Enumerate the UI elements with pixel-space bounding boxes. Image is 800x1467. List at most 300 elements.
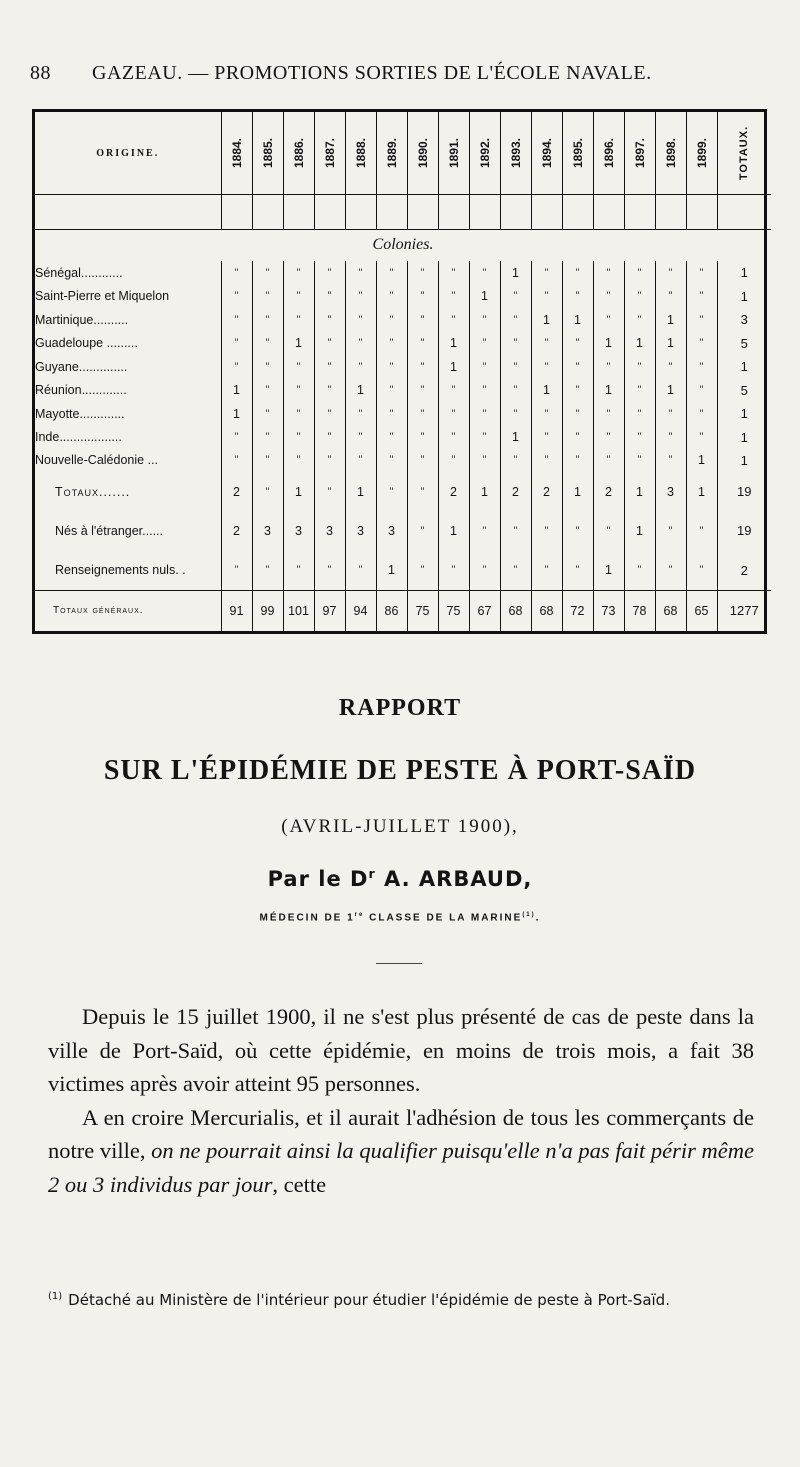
table-cell: 1 — [469, 284, 500, 307]
table-cell: " — [686, 355, 717, 378]
table-cell: " — [624, 378, 655, 401]
separator-rule — [376, 963, 422, 964]
table-cell: " — [500, 402, 531, 425]
table-cell: " — [531, 511, 562, 550]
table-cell: " — [469, 511, 500, 550]
spacer-cell — [283, 195, 314, 230]
row-total: 19 — [717, 511, 771, 550]
table-cell: " — [252, 425, 283, 448]
footnote-text: Détaché au Ministère de l'intérieur pour étudier l'épidémie de peste à Port-Saïd. — [68, 1291, 670, 1309]
table-cell: " — [407, 261, 438, 284]
year-header — [221, 112, 252, 195]
year-header-label: 1897. — [632, 137, 647, 169]
table-cell: " — [283, 308, 314, 331]
row-total: 3 — [717, 308, 771, 331]
table-cell: 1 — [438, 511, 469, 550]
year-header — [686, 112, 717, 195]
table-cell: " — [314, 331, 345, 354]
table-cell: " — [345, 284, 376, 307]
table-cell: " — [407, 308, 438, 331]
row-label: Nouvelle-Calédonie ... — [35, 453, 158, 468]
table-cell: 1 — [593, 331, 624, 354]
table-cell: " — [500, 331, 531, 354]
table-cell: " — [531, 402, 562, 425]
spacer-cell — [655, 195, 686, 230]
table-cell: 1 — [562, 308, 593, 331]
table-cell: 2 — [531, 472, 562, 511]
table-cell: " — [221, 261, 252, 284]
table-cell: " — [531, 355, 562, 378]
table-cell: " — [345, 550, 376, 590]
table-cell: " — [376, 308, 407, 331]
table-cell: 1 — [624, 511, 655, 550]
page-number: 88 — [30, 62, 51, 84]
table-cell: " — [283, 355, 314, 378]
year-header — [469, 112, 500, 195]
table-cell: " — [531, 550, 562, 590]
year-header — [314, 112, 345, 195]
table-cell: " — [624, 355, 655, 378]
table-cell: 72 — [562, 590, 593, 631]
table-cell: " — [469, 449, 500, 472]
table-cell: " — [624, 425, 655, 448]
table-cell: " — [252, 378, 283, 401]
spacer-cell — [438, 195, 469, 230]
table-cell: " — [345, 355, 376, 378]
row-label: Guadeloupe ......... — [35, 336, 138, 351]
table-cell: 73 — [593, 590, 624, 631]
table-cell: " — [221, 284, 252, 307]
table-row — [35, 402, 771, 425]
table-cell: " — [469, 378, 500, 401]
table-cell: " — [655, 449, 686, 472]
table-cell: 1 — [221, 378, 252, 401]
table-cell: " — [531, 284, 562, 307]
table-cell: " — [655, 402, 686, 425]
table-cell: " — [655, 284, 686, 307]
p2-end: , cette — [272, 1171, 327, 1197]
role-post: CLASSE DE LA MARINE — [364, 912, 523, 924]
table-cell: " — [283, 378, 314, 401]
spacer-cell — [314, 195, 345, 230]
table-cell: " — [407, 331, 438, 354]
table-cell: " — [655, 425, 686, 448]
author-sup: r — [368, 866, 376, 881]
table-cell: " — [593, 402, 624, 425]
spacer-cell — [500, 195, 531, 230]
table-cell: " — [469, 308, 500, 331]
table-row — [35, 378, 771, 401]
table-cell: " — [438, 449, 469, 472]
table-cell: " — [407, 284, 438, 307]
footnote — [48, 1285, 754, 1312]
table-cell: 68 — [500, 590, 531, 631]
spacer-cell — [376, 195, 407, 230]
row-total: 1 — [717, 355, 771, 378]
table-cell: 1 — [531, 378, 562, 401]
table-cell: " — [438, 284, 469, 307]
total-header-label: TOTAUX. — [738, 125, 751, 181]
table-cell: " — [438, 308, 469, 331]
table-cell: 75 — [407, 590, 438, 631]
table-row — [35, 355, 771, 378]
table-cell: " — [314, 284, 345, 307]
table-cell: " — [252, 472, 283, 511]
year-header-label: 1886. — [291, 137, 306, 169]
table-cell: " — [469, 425, 500, 448]
table-cell: 1 — [655, 331, 686, 354]
table-cell: " — [314, 378, 345, 401]
table-cell: 1 — [655, 378, 686, 401]
table-cell: 3 — [252, 511, 283, 550]
table-cell: " — [624, 308, 655, 331]
table-cell: " — [252, 550, 283, 590]
table-cell: " — [314, 449, 345, 472]
table-cell: " — [407, 378, 438, 401]
table-cell: " — [469, 402, 500, 425]
table-cell: " — [345, 261, 376, 284]
spacer-cell — [562, 195, 593, 230]
table-row — [35, 331, 771, 354]
row-total: 1277 — [717, 590, 771, 631]
table-cell: " — [314, 472, 345, 511]
year-header — [655, 112, 686, 195]
table-cell: " — [407, 511, 438, 550]
table-cell: 1 — [686, 472, 717, 511]
table-cell: " — [283, 261, 314, 284]
table-cell: 1 — [624, 472, 655, 511]
table-cell: " — [500, 550, 531, 590]
table-cell: " — [314, 402, 345, 425]
spacer-cell — [531, 195, 562, 230]
author-prefix: Par le D — [267, 867, 369, 891]
table-cell: " — [686, 308, 717, 331]
section-row — [35, 229, 771, 261]
row-label: Renseignements nuls. . — [55, 563, 186, 577]
table-cell: 67 — [469, 590, 500, 631]
report-dates: (AVRIL-JUILLET 1900), — [281, 816, 519, 837]
table-cell: " — [562, 355, 593, 378]
foreign-born-row — [35, 511, 771, 550]
row-total: 1 — [717, 425, 771, 448]
table-cell: " — [376, 331, 407, 354]
table-cell: " — [376, 355, 407, 378]
spacer-cell — [624, 195, 655, 230]
table-cell: " — [562, 511, 593, 550]
table-cell: 1 — [345, 472, 376, 511]
statistics-table — [32, 109, 767, 634]
table-cell: 97 — [314, 590, 345, 631]
table-cell: " — [562, 284, 593, 307]
table-cell: " — [438, 378, 469, 401]
table-cell: 2 — [221, 511, 252, 550]
table-cell: 1 — [624, 331, 655, 354]
table-cell: " — [500, 308, 531, 331]
table-cell: " — [562, 378, 593, 401]
table-cell: 2 — [500, 472, 531, 511]
table-cell: " — [407, 550, 438, 590]
report-author — [0, 866, 800, 891]
table-cell: 1 — [593, 550, 624, 590]
table-cell: 3 — [345, 511, 376, 550]
table-cell: " — [593, 308, 624, 331]
table-cell: " — [407, 472, 438, 511]
total-header — [717, 112, 771, 195]
grand-totals-row — [35, 590, 771, 631]
table-cell: " — [283, 402, 314, 425]
table-cell: " — [345, 425, 376, 448]
table-cell: " — [686, 425, 717, 448]
table-cell: 1 — [438, 355, 469, 378]
table-cell: 2 — [593, 472, 624, 511]
role-end: . — [535, 912, 541, 924]
table-cell: " — [438, 402, 469, 425]
table-cell: 101 — [283, 590, 314, 631]
row-label: Totaux....... — [55, 484, 131, 499]
table-cell: 1 — [221, 402, 252, 425]
table-cell: " — [407, 449, 438, 472]
section-title: Colonies. — [372, 236, 434, 254]
spacer-cell — [593, 195, 624, 230]
spacer-cell — [35, 195, 221, 230]
table-cell: " — [252, 402, 283, 425]
table-cell: " — [221, 355, 252, 378]
year-header-label: 1894. — [539, 137, 554, 169]
table-cell: " — [593, 511, 624, 550]
table-cell: " — [593, 355, 624, 378]
table-cell: 86 — [376, 590, 407, 631]
table-cell: 94 — [345, 590, 376, 631]
spacer-cell — [345, 195, 376, 230]
table-cell: " — [686, 550, 717, 590]
table-row — [35, 425, 771, 448]
table-cell: " — [314, 425, 345, 448]
spacer-cell — [717, 195, 771, 230]
table-cell: " — [407, 425, 438, 448]
table-cell: " — [221, 308, 252, 331]
table-cell: " — [500, 355, 531, 378]
year-header — [500, 112, 531, 195]
year-header — [438, 112, 469, 195]
table-cell: " — [562, 550, 593, 590]
year-header-label: 1892. — [477, 137, 492, 169]
table-cell: " — [345, 331, 376, 354]
row-total: 5 — [717, 378, 771, 401]
table-cell: 1 — [531, 308, 562, 331]
table-cell: " — [252, 261, 283, 284]
table-row — [35, 261, 771, 284]
table-cell: " — [562, 331, 593, 354]
table-cell: " — [221, 550, 252, 590]
author-name: A. ARBAUD, — [375, 867, 533, 891]
table-cell: 1 — [345, 378, 376, 401]
role-sup: re — [354, 912, 365, 918]
table-cell: " — [655, 550, 686, 590]
table-cell: 1 — [562, 472, 593, 511]
table-cell: " — [593, 449, 624, 472]
table-cell: " — [283, 550, 314, 590]
table-cell: " — [624, 402, 655, 425]
year-header-label: 1895. — [570, 137, 585, 169]
table-cell: " — [376, 449, 407, 472]
table-cell: " — [407, 402, 438, 425]
table-cell: " — [252, 449, 283, 472]
row-label: Nés à l'étranger...... — [55, 523, 163, 538]
table-cell: " — [593, 261, 624, 284]
row-total: 1 — [717, 284, 771, 307]
table-cell: 1 — [438, 331, 469, 354]
origin-header: ORIGINE. — [35, 112, 221, 195]
row-total: 19 — [717, 472, 771, 511]
table-cell: " — [283, 284, 314, 307]
running-header — [30, 62, 760, 85]
year-header — [407, 112, 438, 195]
row-label: Inde.................. — [35, 430, 122, 444]
table-cell: 1 — [655, 308, 686, 331]
role-note: (1) — [522, 912, 536, 918]
table-cell: " — [376, 425, 407, 448]
table-cell: " — [221, 425, 252, 448]
table-cell: 65 — [686, 590, 717, 631]
table-cell: " — [655, 511, 686, 550]
table-cell: 3 — [655, 472, 686, 511]
table-cell: " — [531, 449, 562, 472]
year-header-label: 1888. — [353, 137, 368, 169]
table-cell: " — [500, 378, 531, 401]
table-cell: 75 — [438, 590, 469, 631]
body-text — [48, 1000, 754, 1201]
header-spacer-row — [35, 195, 771, 230]
table-cell: " — [283, 449, 314, 472]
table-cell: 1 — [469, 472, 500, 511]
table-cell: 1 — [283, 472, 314, 511]
year-header-label: 1899. — [694, 137, 709, 169]
table-cell: " — [624, 284, 655, 307]
table-cell: " — [345, 402, 376, 425]
table-cell: " — [345, 449, 376, 472]
table-cell: " — [221, 449, 252, 472]
year-header — [562, 112, 593, 195]
table-cell: " — [376, 378, 407, 401]
table-cell: " — [252, 284, 283, 307]
table-cell: " — [531, 425, 562, 448]
paragraph-1: Depuis le 15 juillet 1900, il ne s'est plus présenté de cas de peste dans la ville de Port-Saïd, où cette épidémie, en moins de trois mois, a fait 38 victimes après avoir atteint 95 personnes. — [48, 1004, 754, 1096]
year-header-label: 1887. — [322, 137, 337, 169]
running-title: GAZEAU. — PROMOTIONS SORTIES DE L'ÉCOLE NAVALE. — [92, 62, 652, 84]
table-header-row — [35, 112, 771, 195]
role-pre: MÉDECIN DE 1 — [259, 912, 355, 924]
totals-row — [35, 472, 771, 511]
table-cell: " — [593, 425, 624, 448]
year-header — [376, 112, 407, 195]
table-cell: " — [593, 284, 624, 307]
row-label: Sénégal............ — [35, 265, 123, 280]
row-label: Guyane.............. — [35, 359, 128, 374]
year-header-label: 1898. — [663, 137, 678, 169]
table-cell: " — [686, 284, 717, 307]
report-subtitle: SUR L'ÉPIDÉMIE DE PESTE À PORT-SAÏD — [103, 755, 697, 786]
table-cell: " — [345, 308, 376, 331]
spacer-cell — [252, 195, 283, 230]
row-total: 2 — [717, 550, 771, 590]
author-role — [0, 912, 800, 923]
row-total: 1 — [717, 402, 771, 425]
report-title: RAPPORT — [338, 695, 462, 721]
no-information-row — [35, 550, 771, 590]
table-cell: " — [376, 284, 407, 307]
table-cell: 3 — [314, 511, 345, 550]
table-cell: 68 — [531, 590, 562, 631]
footnote-mark: (1) — [48, 1291, 63, 1302]
table-cell: " — [531, 331, 562, 354]
table-cell: " — [314, 308, 345, 331]
table-cell: " — [500, 511, 531, 550]
table-cell: 1 — [283, 331, 314, 354]
year-header — [593, 112, 624, 195]
table-cell: " — [624, 261, 655, 284]
table-cell: " — [252, 331, 283, 354]
table-cell: " — [314, 261, 345, 284]
table-cell: " — [562, 449, 593, 472]
table-row — [35, 449, 771, 472]
table-row — [35, 308, 771, 331]
table-cell: " — [252, 308, 283, 331]
table-cell: 2 — [438, 472, 469, 511]
table-cell: 1 — [500, 425, 531, 448]
row-label: Martinique.......... — [35, 312, 129, 327]
table-cell: " — [624, 550, 655, 590]
row-total: 1 — [717, 261, 771, 284]
table-cell: " — [655, 355, 686, 378]
table-cell: " — [469, 261, 500, 284]
year-header-label: 1889. — [384, 137, 399, 169]
table-cell: " — [686, 378, 717, 401]
spacer-cell — [407, 195, 438, 230]
table-cell: 78 — [624, 590, 655, 631]
table-cell: " — [314, 355, 345, 378]
table-cell: " — [438, 425, 469, 448]
year-header — [283, 112, 314, 195]
table-cell: 3 — [376, 511, 407, 550]
year-header-label: 1896. — [601, 137, 616, 169]
table-cell: " — [686, 511, 717, 550]
row-label: Mayotte............. — [35, 406, 125, 421]
table-cell: " — [252, 355, 283, 378]
table-cell: " — [376, 472, 407, 511]
table-cell: 99 — [252, 590, 283, 631]
table-cell: " — [686, 331, 717, 354]
paragraph-2 — [48, 1101, 754, 1202]
year-header — [345, 112, 376, 195]
year-header-label: 1890. — [415, 137, 430, 169]
table-cell: 1 — [500, 261, 531, 284]
table-cell: 68 — [655, 590, 686, 631]
table-cell: 91 — [221, 590, 252, 631]
row-total: 5 — [717, 331, 771, 354]
year-header — [252, 112, 283, 195]
table-cell: 1 — [686, 449, 717, 472]
row-label: Totaux généraux. — [35, 590, 221, 631]
row-total: 1 — [717, 449, 771, 472]
table-cell: " — [376, 402, 407, 425]
table-cell: " — [376, 261, 407, 284]
table-cell: 3 — [283, 511, 314, 550]
table-cell: " — [438, 550, 469, 590]
table-cell: 1 — [593, 378, 624, 401]
table-cell: " — [500, 449, 531, 472]
table-cell: 2 — [221, 472, 252, 511]
p2-italic: on ne pourrait ainsi la qualifier puisqu'elle n'a pas fait périr même 2 ou 3 individus par jour — [48, 1138, 754, 1197]
